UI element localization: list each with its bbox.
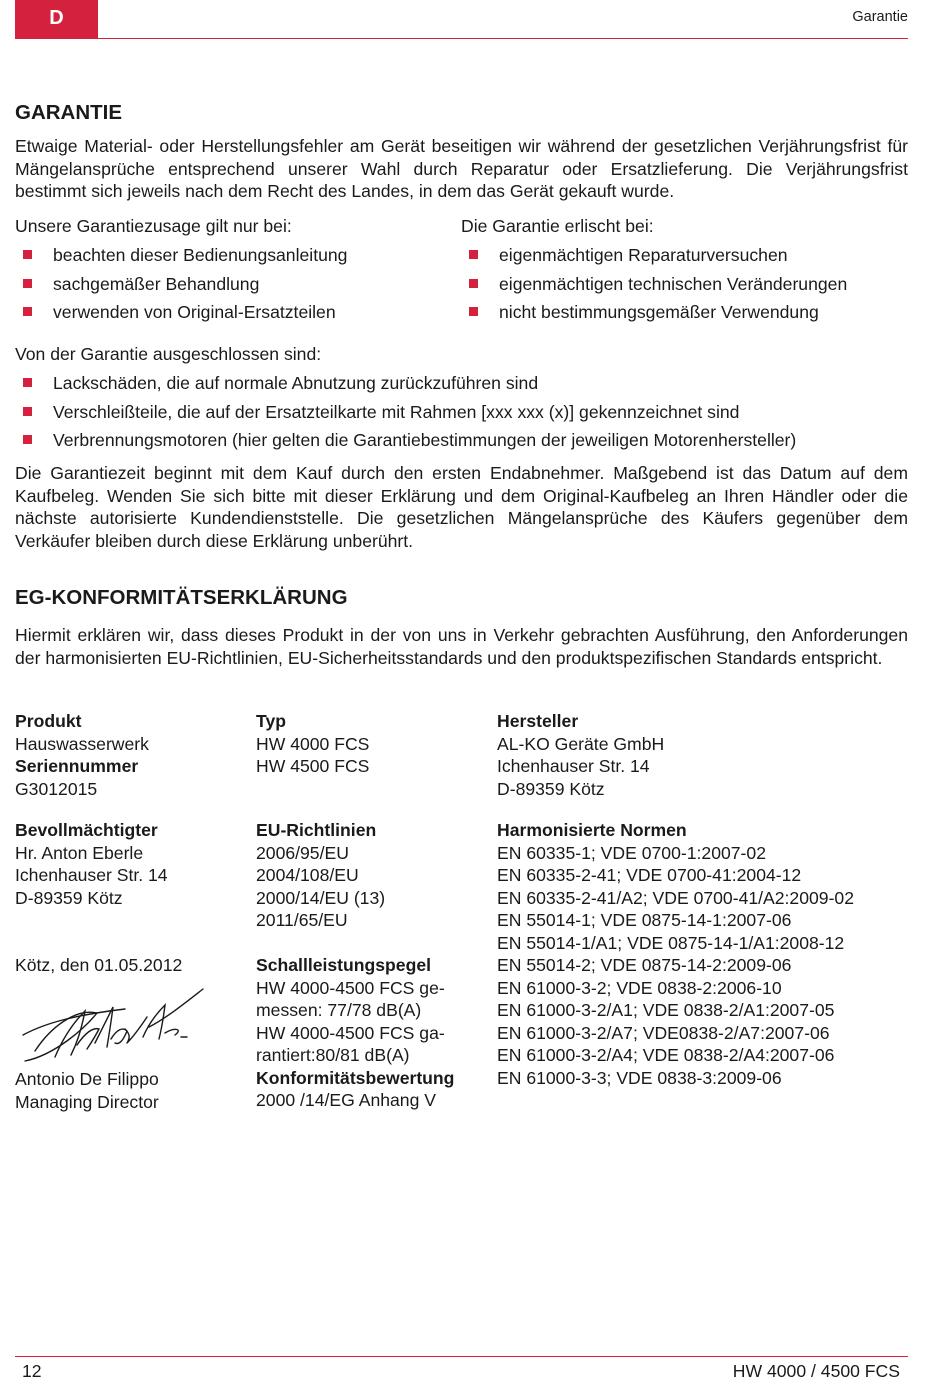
bevoll-line: Hr. Anton Eberle	[15, 842, 144, 863]
bullet-icon	[23, 435, 32, 444]
void-list	[461, 244, 908, 330]
void-lead: Die Garantie erlischt bei:	[461, 216, 654, 236]
konf-value: 2000 /14/EG Anhang V	[256, 1090, 436, 1110]
excluded-lead: Von der Garantie ausgeschlossen sind:	[15, 344, 322, 364]
richtlinie: 2006/95/EU	[256, 842, 349, 863]
norm: EN 55014-2; VDE 0875-14-2:2009-06	[497, 955, 792, 975]
garantie-closing: Die Garantiezeit beginnt mit dem Kauf durch den ersten Endabnehmer. Maßgebend ist das Datum auf dem Kaufbeleg. Wenden Sie sich bitte mit dieser Erklärung und dem Original-Kaufbeleg an Ihren Händler oder die nächste autorisierte Kundendienststelle. Die gesetzlichen Mängelansprüche des Käufers gegenüber dem Verkäufer bleiben durch diese Erklärung unberührt.	[15, 463, 908, 551]
list-item: verwenden von Original-Ersatzteilen	[15, 301, 445, 330]
list-item: Verschleißteile, die auf der Ersatzteilkarte mit Rahmen [xxx xxx (x)] gekennzeichnet sind	[15, 401, 908, 430]
signer-name: Antonio De Filippo	[15, 1069, 159, 1089]
norm: EN 61000-3-2/A1; VDE 0838-2/A1:2007-05	[497, 1000, 835, 1020]
typ-value: HW 4000 FCS	[256, 733, 370, 754]
typ-label: Typ	[256, 711, 286, 731]
normen-label: Harmonisierte Normen	[497, 820, 687, 840]
norm: EN 55014-1/A1; VDE 0875-14-1/A1:2008-12	[497, 932, 845, 953]
excluded-list	[15, 372, 908, 458]
norm: EN 61000-3-2/A4; VDE 0838-2/A4:2007-06	[497, 1045, 835, 1065]
richtlinie: 2000/14/EU (13)	[256, 887, 386, 908]
norm: EN 60335-1; VDE 0700-1:2007-02	[497, 842, 766, 863]
bullet-icon	[23, 407, 32, 416]
bullet-icon	[23, 279, 32, 288]
richtlinien-label: EU-Richtlinien	[256, 820, 377, 840]
produkt-value: Hauswasserwerk	[15, 733, 149, 754]
bullet-icon	[23, 378, 32, 387]
bullet-icon	[469, 279, 478, 288]
bullet-icon	[469, 307, 478, 316]
hersteller-line: D-89359 Kötz	[497, 778, 605, 799]
page-number: 12	[22, 1361, 42, 1381]
konf-label: Konformitätsbewertung	[256, 1067, 455, 1088]
norm: EN 61000-3-3; VDE 0838-3:2009-06	[497, 1067, 782, 1088]
header-rule	[15, 38, 908, 39]
garantie-heading: GARANTIE	[15, 101, 123, 124]
norm: EN 55014-1; VDE 0875-14-1:2007-06	[497, 910, 792, 930]
produkt-column	[15, 710, 250, 909]
signer-block	[15, 1068, 250, 1113]
schall-line: rantiert:80/81 dB(A)	[256, 1045, 410, 1065]
footer-rule	[15, 1356, 908, 1357]
bevoll-line: D-89359 Kötz	[15, 887, 123, 908]
bevoll-line: Ichenhauser Str. 14	[15, 865, 168, 885]
schall-line: messen: 77/78 dB(A)	[256, 1000, 422, 1020]
bullet-icon	[23, 307, 32, 316]
list-item: Verbrennungsmotoren (hier gelten die Garantiebestimmungen der jeweiligen Motorenhersteller)	[15, 429, 908, 458]
list-item: Lackschäden, die auf normale Abnutzung zurückzuführen sind	[15, 372, 908, 401]
konformitaet-intro: Hiermit erklären wir, dass dieses Produkt in der von uns in Verkehr gebrachten Ausführung, den Anforderungen der harmonisierten EU-Richtlinien, EU-Sicherheitsstandards und den produktspezifischen Standards entspricht.	[15, 625, 908, 668]
schall-label: Schallleistungspegel	[256, 955, 432, 975]
place-date: Kötz, den 01.05.2012	[15, 955, 183, 975]
norm: EN 61000-3-2; VDE 0838-2:2006-10	[497, 977, 782, 998]
valid-lead: Unsere Garantiezusage gilt nur bei:	[15, 216, 292, 236]
signature-image	[15, 983, 210, 1068]
list-item: nicht bestimmungsgemäßer Verwendung	[461, 301, 908, 330]
excluded-items	[15, 343, 908, 458]
void-conditions	[461, 215, 908, 330]
serial-label: Seriennummer	[15, 756, 139, 776]
richtlinie: 2004/108/EU	[256, 865, 359, 885]
valid-list	[15, 244, 445, 330]
valid-conditions	[15, 215, 445, 330]
konformitaet-heading: EG-KONFORMITÄTSERKLÄRUNG	[15, 586, 348, 609]
schall-line: HW 4000-4500 FCS ga-	[256, 1022, 445, 1043]
typ-value: HW 4500 FCS	[256, 756, 370, 776]
garantie-intro: Etwaige Material- oder Herstellungsfehler am Gerät beseitigen wir während der gesetzlichen Verjährungsfrist für Mängelansprüche entsprechend unserer Wahl durch Reparatur oder Ersatzlieferung. Die Verjährungsfrist bestimmt sich jeweils nach dem Recht des Landes, in dem das Gerät gekauft wurde.	[15, 136, 908, 201]
schall-line: HW 4000-4500 FCS ge-	[256, 977, 445, 998]
list-item: beachten dieser Bedienungsanleitung	[15, 244, 445, 273]
norm: EN 60335-2-41/A2; VDE 0700-41/A2:2009-02	[497, 887, 855, 908]
footer-model: HW 4000 / 4500 FCS	[732, 1361, 900, 1381]
list-item: eigenmächtigen technischen Veränderungen	[461, 273, 908, 302]
norm: EN 60335-2-41; VDE 0700-41:2004-12	[497, 865, 802, 885]
hersteller-line: AL-KO Geräte GmbH	[497, 733, 665, 754]
typ-column	[256, 710, 491, 1112]
serial-value: G3012015	[15, 778, 98, 799]
hersteller-label: Hersteller	[497, 711, 579, 731]
hersteller-line: Ichenhauser Str. 14	[497, 756, 650, 776]
hersteller-column	[497, 710, 908, 1089]
richtlinie: 2011/65/EU	[256, 910, 348, 930]
bullet-icon	[469, 250, 478, 259]
language-tab: D	[15, 0, 98, 39]
bevoll-label: Bevollmächtigter	[15, 820, 158, 840]
produkt-label: Produkt	[15, 711, 82, 731]
bullet-icon	[23, 250, 32, 259]
list-item: eigenmächtigen Reparaturversuchen	[461, 244, 908, 273]
page-header-title: Garantie	[852, 9, 908, 25]
signer-title: Managing Director	[15, 1091, 159, 1112]
list-item: sachgemäßer Behandlung	[15, 273, 445, 302]
norm: EN 61000-3-2/A7; VDE0838-2/A7:2007-06	[497, 1022, 830, 1043]
